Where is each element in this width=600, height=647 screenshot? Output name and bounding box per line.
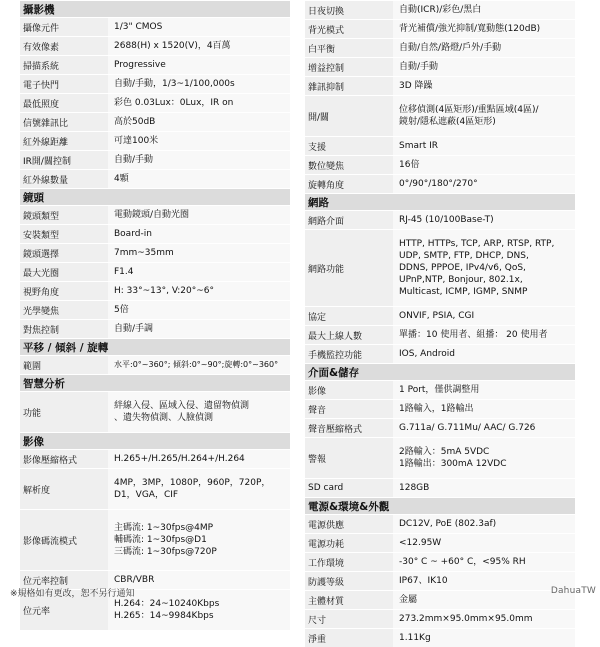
spec-row (20, 131, 290, 150)
spec-label: 工作環境 (305, 553, 393, 571)
spec-label: 紅外線距離 (20, 132, 108, 150)
spec-value-line: 背光補償/強光抑制/寬動態(120dB) (399, 23, 541, 34)
spec-value-line: IOS, Android (399, 348, 455, 359)
spec-label: IR開/關控制 (20, 151, 108, 169)
spec-value-line: 彩色 0.03Lux：0Lux，IR on (114, 97, 234, 108)
spec-label: 範圍 (20, 356, 108, 374)
spec-row (305, 399, 575, 418)
spec-label: 信號雜訊比 (20, 113, 108, 131)
spec-value-line: 1路輸出：300mA 12VDC (399, 459, 507, 469)
spec-value (393, 211, 575, 229)
spec-row (20, 243, 290, 262)
spec-value-line: 電動鏡頭/自動光圈 (114, 209, 190, 220)
spec-row (20, 55, 290, 74)
spec-label: 位元率 (20, 590, 108, 630)
spec-label: 旋轉角度 (305, 175, 393, 193)
spec-value-line: 絆線入侵、區域入侵、遺留物偵測 (114, 400, 250, 411)
spec-value (393, 572, 575, 590)
spec-label: 聲音壓縮格式 (305, 419, 393, 437)
spec-label: 背光模式 (305, 20, 393, 38)
spec-value (108, 320, 290, 338)
footnote: ※規格如有更改，恕不另行通知 (10, 589, 135, 599)
section-header: 介面&儲存 (305, 363, 575, 380)
spec-value-line: Board-in (114, 228, 152, 239)
spec-label: 警報 (305, 438, 393, 478)
spec-value-line: 三碼流: 1~30fps@720P (114, 547, 217, 558)
spec-row (305, 437, 575, 478)
spec-value-line: 自動/手動，1/3~1/100,000s (114, 78, 235, 89)
spec-label: 電子快門 (20, 75, 108, 93)
spec-label: 手機監控功能 (305, 345, 393, 363)
spec-label: 鏡頭類型 (20, 206, 108, 224)
spec-value (393, 137, 575, 155)
spec-value-line: Smart IR (399, 140, 438, 151)
spec-value (108, 244, 290, 262)
spec-value (393, 381, 575, 399)
spec-row (20, 224, 290, 243)
spec-value-line: Progressive (114, 59, 166, 70)
spec-row (20, 300, 290, 319)
spec-label: 對焦控制 (20, 320, 108, 338)
spec-value-line: UPnP,NTP, Bonjour, 802.1x, (399, 275, 523, 286)
spec-value-line: 3D 降躁 (399, 80, 433, 91)
section-header: 鏡頭 (20, 188, 290, 205)
spec-value (108, 301, 290, 319)
spec-row (305, 38, 575, 57)
spec-label: 網路介面 (305, 211, 393, 229)
spec-row (20, 281, 290, 300)
spec-label: 位元率控制 (20, 571, 108, 589)
spec-value (393, 1, 575, 19)
spec-label: 影像壓縮格式 (20, 450, 108, 468)
spec-value (108, 282, 290, 300)
spec-value-line: 2688(H) x 1520(V)，4百萬 (114, 40, 231, 51)
spec-row (305, 514, 575, 533)
spec-value (108, 170, 290, 188)
spec-value-line: IP67、IK10 (399, 575, 448, 586)
spec-value (108, 571, 290, 589)
spec-value-line: 1/3" CMOS (114, 21, 163, 32)
spec-row (20, 509, 290, 570)
left-spec-column (20, 0, 290, 630)
spec-value (393, 175, 575, 193)
spec-value (393, 479, 575, 497)
spec-label: 防護等級 (305, 572, 393, 590)
spec-value-line: CBR/VBR (114, 574, 155, 585)
spec-value (393, 326, 575, 344)
spec-value (108, 132, 290, 150)
spec-value-line: RJ-45 (10/100Base-T) (399, 214, 494, 225)
spec-label: 安裝類型 (20, 225, 108, 243)
spec-label: 最低照度 (20, 94, 108, 112)
spec-value (393, 58, 575, 76)
spec-label: 解析度 (20, 469, 108, 509)
spec-value-line: H.264：24~10240Kbps (114, 598, 220, 609)
spec-value (393, 307, 575, 325)
spec-row (305, 57, 575, 76)
spec-label: 雜訊抑制 (305, 77, 393, 95)
spec-value (108, 590, 290, 630)
spec-value-line: HTTP, HTTPs, TCP, ARP, RTSP, RTP, (399, 238, 555, 249)
spec-row (20, 150, 290, 169)
spec-value-line: 2路輸入：5mA 5VDC (399, 446, 490, 457)
spec-value (393, 345, 575, 363)
spec-row (305, 533, 575, 552)
spec-value-line: 、遺失物偵測、人臉偵測 (114, 413, 214, 423)
spec-value-line: 128GB (399, 482, 430, 493)
spec-value (108, 392, 290, 432)
spec-value-line: 自動(ICR)/彩色/黑白 (399, 4, 482, 15)
spec-value-line: -30° C ~ +60° C，<95% RH (399, 556, 526, 567)
spec-value-line: H: 33°~13°, V:20°~6° (114, 285, 215, 296)
spec-value-line: 主碼流: 1~30fps@4MP (114, 522, 214, 533)
spec-row (305, 344, 575, 363)
spec-value (108, 225, 290, 243)
spec-value-line: 1 Port，僅供調整用 (399, 384, 480, 395)
spec-value (108, 113, 290, 131)
spec-value-line: UDP, SMTP, FTP, DHCP, DNS, (399, 250, 529, 261)
spec-label: 有效像素 (20, 37, 108, 55)
spec-value-line: 自動/手動 (399, 61, 439, 72)
spec-value-line: 可達100米 (114, 135, 159, 146)
spec-value (108, 75, 290, 93)
spec-value (393, 400, 575, 418)
spec-row (305, 76, 575, 95)
spec-value (393, 629, 575, 647)
spec-value-line: ONVIF, PSIA, CGI (399, 310, 475, 321)
spec-label: 紅外線數量 (20, 170, 108, 188)
spec-label: 視野角度 (20, 282, 108, 300)
spec-value-line: 自動/手動 (114, 154, 154, 165)
spec-label: 電源供應 (305, 515, 393, 533)
spec-value-line: 高於50dB (114, 116, 156, 127)
spec-value (108, 469, 290, 509)
spec-label: 白平衡 (305, 39, 393, 57)
spec-value-line: H.265：14~9984Kbps (114, 611, 214, 621)
spec-value (393, 20, 575, 38)
spec-label: 光學變焦 (20, 301, 108, 319)
spec-label: 電源功耗 (305, 534, 393, 552)
spec-value (393, 419, 575, 437)
spec-value-line: 1路輸入，1路輸出 (399, 403, 474, 414)
spec-value-line: 0°/90°/180°/270° (399, 178, 478, 189)
spec-value-line: 16倍 (399, 159, 420, 170)
spec-row (20, 169, 290, 188)
spec-row (305, 571, 575, 590)
spec-row (305, 380, 575, 399)
spec-label: 支援 (305, 137, 393, 155)
right-spec-column (305, 0, 575, 647)
spec-value-line: 單播：10 使用者、組播： 20 使用者 (399, 329, 548, 340)
spec-label: 日夜切換 (305, 1, 393, 19)
spec-row (305, 306, 575, 325)
spec-row (20, 355, 290, 374)
section-header: 影像 (20, 432, 290, 449)
spec-value-line: DC12V, PoE (802.3af) (399, 518, 497, 529)
spec-row (20, 449, 290, 468)
spec-value (393, 77, 575, 95)
spec-row (305, 325, 575, 344)
spec-label: 增益控制 (305, 58, 393, 76)
spec-value (393, 39, 575, 57)
spec-label: 淨重 (305, 629, 393, 647)
spec-value-line: 水平:0°~360°; 傾斜:0°~90°;旋轉:0°~360° (114, 359, 279, 369)
spec-value (393, 96, 575, 136)
spec-value-line: 金屬 (399, 594, 418, 605)
spec-row (20, 17, 290, 36)
section-header: 網路 (305, 193, 575, 210)
spec-label: 開/關 (305, 96, 393, 136)
spec-value-line: 自動/手調 (114, 323, 154, 334)
section-header: 攝影機 (20, 0, 290, 17)
spec-value (108, 18, 290, 36)
spec-label: 網路功能 (305, 230, 393, 306)
spec-value (393, 515, 575, 533)
spec-label: 最大光圈 (20, 263, 108, 281)
spec-row (20, 391, 290, 432)
spec-value (393, 610, 575, 628)
spec-value (108, 206, 290, 224)
section-header: 智慧分析 (20, 374, 290, 391)
spec-row (305, 19, 575, 38)
spec-label: 協定 (305, 307, 393, 325)
spec-value-line: Multicast, ICMP, IGMP, SNMP (399, 287, 528, 298)
spec-row (20, 36, 290, 55)
spec-row (20, 74, 290, 93)
spec-value (108, 151, 290, 169)
spec-row (305, 95, 575, 136)
spec-row (20, 93, 290, 112)
spec-value-line: 4MP，3MP，1080P，960P，720P， (114, 477, 271, 488)
spec-value-line: <12.95W (399, 537, 442, 548)
spec-value-line: 位移偵測(4區矩形)/重點區域(4區)/ (399, 104, 539, 115)
spec-value (393, 438, 575, 478)
watermark: DahuaTW (550, 586, 596, 596)
spec-value-line: 鏡射/隱私遮蔽(4區矩形) (399, 117, 496, 127)
spec-row (305, 136, 575, 155)
spec-row (305, 210, 575, 229)
spec-label: 鏡頭選擇 (20, 244, 108, 262)
spec-row (305, 628, 575, 647)
spec-label: 最大上線人數 (305, 326, 393, 344)
spec-row (305, 418, 575, 437)
spec-value (108, 356, 290, 374)
spec-label: 影像 (305, 381, 393, 399)
spec-row (20, 262, 290, 281)
spec-row (305, 229, 575, 306)
spec-label: 尺寸 (305, 610, 393, 628)
spec-label: 影像碼流模式 (20, 510, 108, 570)
spec-value-line: F1.4 (114, 266, 134, 277)
spec-row (305, 155, 575, 174)
spec-row (305, 609, 575, 628)
spec-value (108, 263, 290, 281)
spec-value (393, 553, 575, 571)
spec-value-line: 輔碼流: 1~30fps@D1 (114, 534, 207, 545)
spec-value (108, 510, 290, 570)
spec-value-line: 自動/自然/路燈/戶外/手動 (399, 42, 502, 53)
spec-value (108, 37, 290, 55)
spec-row (305, 552, 575, 571)
spec-value-line: 273.2mm×95.0mm×95.0mm (399, 613, 533, 624)
spec-value (108, 56, 290, 74)
spec-row (305, 478, 575, 497)
spec-label: 掃描系統 (20, 56, 108, 74)
spec-row (20, 205, 290, 224)
spec-row (20, 468, 290, 509)
spec-label: 聲音 (305, 400, 393, 418)
spec-value-line: 7mm~35mm (114, 247, 174, 258)
spec-value (393, 591, 575, 609)
spec-row (20, 112, 290, 131)
section-header: 平移 / 傾斜 / 旋轉 (20, 338, 290, 355)
spec-value (108, 94, 290, 112)
spec-value-line: D1，VGA，CIF (114, 490, 179, 500)
spec-value (393, 156, 575, 174)
spec-row (305, 0, 575, 19)
spec-value-line: 1.11Kg (399, 632, 431, 643)
spec-value-line: DDNS, PPPOE, IPv4/v6, QoS, (399, 262, 526, 273)
spec-value-line: 5倍 (114, 304, 129, 315)
spec-label: SD card (305, 479, 393, 497)
section-header: 電源&環境&外觀 (305, 497, 575, 514)
spec-label: 數位變焦 (305, 156, 393, 174)
spec-label: 攝像元件 (20, 18, 108, 36)
spec-row (305, 174, 575, 193)
spec-value (393, 534, 575, 552)
spec-value-line: 4顆 (114, 173, 129, 184)
spec-value (393, 230, 575, 306)
spec-value-line: G.711a/ G.711Mu/ AAC/ G.726 (399, 422, 536, 433)
spec-value (108, 450, 290, 468)
spec-row (20, 319, 290, 338)
spec-label: 功能 (20, 392, 108, 432)
spec-value-line: H.265+/H.265/H.264+/H.264 (114, 453, 245, 464)
spec-label: 主體材質 (305, 591, 393, 609)
